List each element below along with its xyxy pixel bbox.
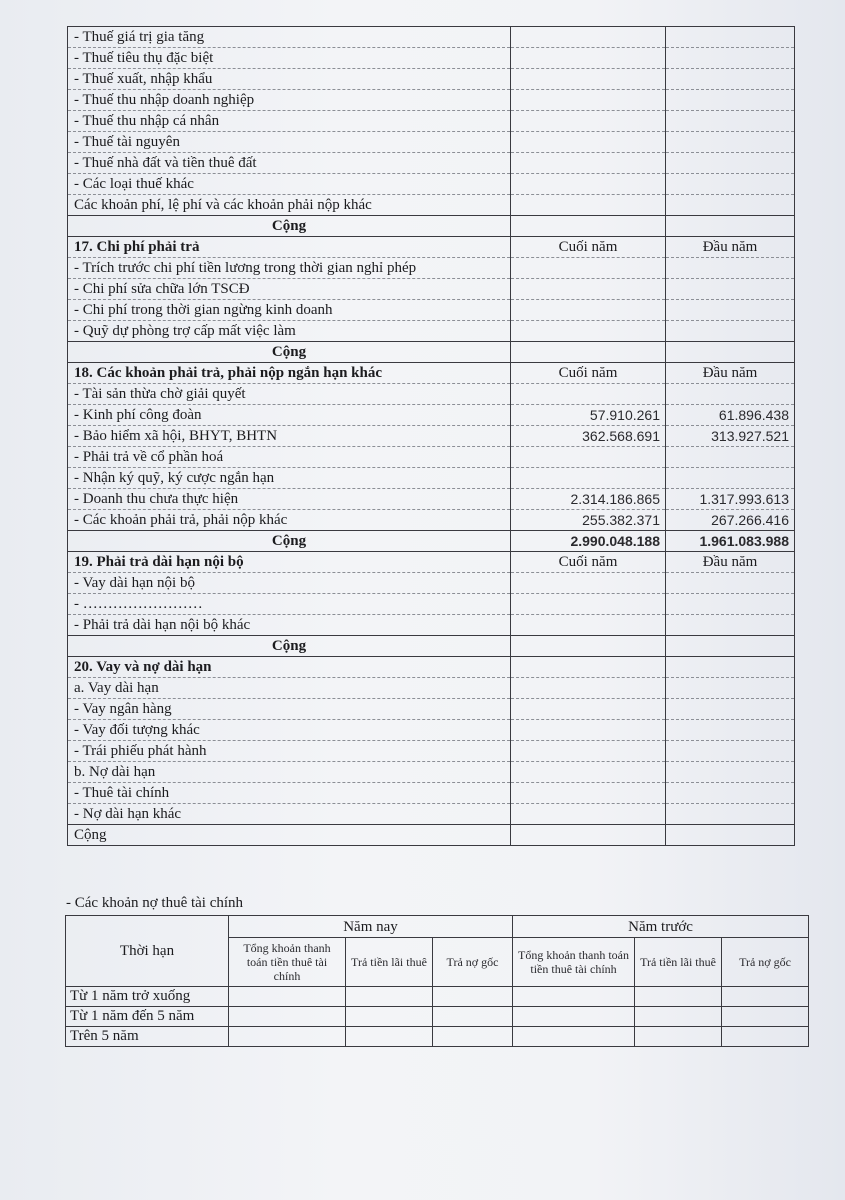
column-header-interest: Trả tiền lãi thuê (346, 938, 433, 987)
lease-cell (346, 987, 433, 1007)
column-header-end-of-year: Cuối năm (511, 237, 666, 258)
start-of-year-value (666, 468, 795, 489)
end-of-year-cell (511, 678, 666, 699)
column-header-interest: Trả tiền lãi thuê (635, 938, 722, 987)
table-row (68, 489, 795, 510)
lease-cell (229, 987, 346, 1007)
lease-cell (722, 1027, 809, 1047)
column-group-this-year: Năm nay (229, 916, 513, 938)
end-of-year-cell (511, 720, 666, 741)
row-label: - Thuế thu nhập cá nhân (68, 111, 511, 132)
total-row (68, 531, 795, 552)
total-start-of-year (666, 216, 795, 237)
table-row (68, 174, 795, 195)
row-label: - Thuế tiêu thụ đặc biệt (68, 48, 511, 69)
period-label: Trên 5 năm (66, 1027, 229, 1047)
total-end-of-year (511, 216, 666, 237)
table-row (68, 678, 795, 699)
end-of-year-cell (511, 258, 666, 279)
lease-cell (513, 987, 635, 1007)
row-label: - Thuế giá trị gia tăng (68, 27, 511, 48)
row-label: - Vay đối tượng khác (68, 720, 511, 741)
column-header-start-of-year: Đầu năm (666, 552, 795, 573)
end-of-year-cell (511, 132, 666, 153)
end-of-year-value (511, 468, 666, 489)
start-of-year-value: 313.927.521 (666, 426, 795, 447)
finance-lease-caption: - Các khoản nợ thuê tài chính (66, 895, 244, 911)
lease-cell (346, 1007, 433, 1027)
table-row (68, 405, 795, 426)
start-of-year-cell (666, 258, 795, 279)
end-of-year-cell (511, 111, 666, 132)
lease-cell (635, 1007, 722, 1027)
row-label: - Tài sản thừa chờ giải quyết (68, 384, 511, 405)
row-label: - Các loại thuế khác (68, 174, 511, 195)
total-row (68, 342, 795, 363)
start-of-year-cell (666, 573, 795, 594)
total-start-of-year (666, 342, 795, 363)
row-label: - Chi phí trong thời gian ngừng kinh doanh (68, 300, 511, 321)
row-label: Các khoản phí, lệ phí và các khoản phải nộp khác (68, 195, 511, 216)
notes-table (67, 26, 795, 846)
row-label: - Các khoản phải trả, phải nộp khác (68, 510, 511, 531)
total-label: Cộng (68, 342, 511, 363)
row-label: - Chi phí sửa chữa lớn TSCĐ (68, 279, 511, 300)
end-of-year-cell (511, 27, 666, 48)
table-row (68, 468, 795, 489)
end-of-year-value: 57.910.261 (511, 405, 666, 426)
row-label: - Thuế thu nhập doanh nghiệp (68, 90, 511, 111)
row-label: - Bảo hiểm xã hội, BHYT, BHTN (68, 426, 511, 447)
end-of-year-cell (511, 153, 666, 174)
table-row (68, 279, 795, 300)
row-label: - Thuế xuất, nhập khẩu (68, 69, 511, 90)
end-of-year-cell (511, 195, 666, 216)
section-heading-row (68, 552, 795, 573)
start-of-year-cell (666, 90, 795, 111)
column-header-start-of-year: Đầu năm (666, 237, 795, 258)
start-of-year-cell (666, 594, 795, 615)
end-of-year-cell (511, 573, 666, 594)
column-header-end-of-year: Cuối năm (511, 363, 666, 384)
total-row (68, 216, 795, 237)
end-of-year-cell (511, 90, 666, 111)
row-label: - Nợ dài hạn khác (68, 804, 511, 825)
start-of-year-value: 267.266.416 (666, 510, 795, 531)
total-label: Cộng (68, 216, 511, 237)
row-label: - Kinh phí công đoàn (68, 405, 511, 426)
lease-cell (346, 1027, 433, 1047)
table-row (68, 762, 795, 783)
table-row (68, 195, 795, 216)
start-of-year-cell (666, 279, 795, 300)
start-of-year-cell (666, 741, 795, 762)
lease-cell (433, 1027, 513, 1047)
total-row (68, 636, 795, 657)
row-label: a. Vay dài hạn (68, 678, 511, 699)
row-label: - Trái phiếu phát hành (68, 741, 511, 762)
start-of-year-cell (666, 48, 795, 69)
lease-row (66, 987, 809, 1007)
table-row (68, 447, 795, 468)
row-label: - Phải trả về cổ phần hoá (68, 447, 511, 468)
lease-cell (722, 1007, 809, 1027)
row-label: b. Nợ dài hạn (68, 762, 511, 783)
section-title: 18. Các khoản phải trả, phải nộp ngắn hạn khác (68, 363, 511, 384)
start-of-year-value: 1.317.993.613 (666, 489, 795, 510)
table-row (68, 258, 795, 279)
lease-header-row-groups (66, 916, 809, 938)
lease-cell (635, 1027, 722, 1047)
total-start-of-year: 1.961.083.988 (666, 531, 795, 552)
total-row (68, 825, 795, 846)
lease-cell (722, 987, 809, 1007)
table-row (68, 321, 795, 342)
table-row (68, 300, 795, 321)
table-row (68, 153, 795, 174)
period-label: Từ 1 năm trở xuống (66, 987, 229, 1007)
table-row (68, 615, 795, 636)
column-header-total-payments: Tổng khoản thanh toán tiền thuê tài chính (229, 938, 346, 987)
row-label: - Doanh thu chưa thực hiện (68, 489, 511, 510)
column-header-period: Thời hạn (66, 916, 229, 987)
start-of-year-cell (666, 657, 795, 678)
section-heading-row (68, 237, 795, 258)
end-of-year-value (511, 384, 666, 405)
period-label: Từ 1 năm đến 5 năm (66, 1007, 229, 1027)
total-end-of-year (511, 636, 666, 657)
column-header-principal: Trả nợ gốc (433, 938, 513, 987)
end-of-year-cell (511, 804, 666, 825)
table-row (68, 573, 795, 594)
total-end-of-year (511, 825, 666, 846)
end-of-year-cell (511, 615, 666, 636)
table-row (68, 783, 795, 804)
lease-cell (635, 987, 722, 1007)
start-of-year-value (666, 447, 795, 468)
row-label: - Vay dài hạn nội bộ (68, 573, 511, 594)
column-header-end-of-year: Cuối năm (511, 552, 666, 573)
finance-lease-table (65, 915, 809, 1047)
table-row (68, 48, 795, 69)
end-of-year-cell (511, 699, 666, 720)
section-heading-row (68, 363, 795, 384)
lease-cell (229, 1007, 346, 1027)
start-of-year-cell (666, 111, 795, 132)
end-of-year-cell (511, 762, 666, 783)
start-of-year-cell (666, 678, 795, 699)
row-label: - Thuê tài chính (68, 783, 511, 804)
total-label: Cộng (68, 636, 511, 657)
row-label: - Quỹ dự phòng trợ cấp mất việc làm (68, 321, 511, 342)
lease-row (66, 1007, 809, 1027)
table-row (68, 90, 795, 111)
total-end-of-year: 2.990.048.188 (511, 531, 666, 552)
lease-cell (433, 1007, 513, 1027)
row-label: - Trích trước chi phí tiền lương trong thời gian nghỉ phép (68, 258, 511, 279)
section-heading-row (68, 657, 795, 678)
start-of-year-cell (666, 762, 795, 783)
end-of-year-value: 255.382.371 (511, 510, 666, 531)
row-label: - …………………… (68, 594, 511, 615)
table-row (68, 426, 795, 447)
table-row (68, 720, 795, 741)
start-of-year-cell (666, 321, 795, 342)
end-of-year-cell (511, 741, 666, 762)
end-of-year-cell (511, 69, 666, 90)
table-row (68, 27, 795, 48)
start-of-year-cell (666, 615, 795, 636)
total-end-of-year (511, 342, 666, 363)
total-label: Cộng (68, 531, 511, 552)
row-label: - Thuế nhà đất và tiền thuê đất (68, 153, 511, 174)
start-of-year-cell (666, 153, 795, 174)
table-row (68, 741, 795, 762)
start-of-year-cell (666, 300, 795, 321)
row-label: - Nhận ký quỹ, ký cược ngắn hạn (68, 468, 511, 489)
end-of-year-cell (511, 300, 666, 321)
end-of-year-cell (511, 594, 666, 615)
section-title: 20. Vay và nợ dài hạn (68, 657, 511, 678)
start-of-year-cell (666, 783, 795, 804)
end-of-year-value (511, 447, 666, 468)
section-title: 19. Phải trả dài hạn nội bộ (68, 552, 511, 573)
end-of-year-cell (511, 48, 666, 69)
row-label: - Thuế tài nguyên (68, 132, 511, 153)
start-of-year-cell (666, 720, 795, 741)
column-header-total-payments: Tổng khoản thanh toán tiền thuê tài chính (513, 938, 635, 987)
start-of-year-cell (666, 27, 795, 48)
lease-cell (513, 1027, 635, 1047)
lease-row (66, 1027, 809, 1047)
section-title: 17. Chi phí phải trả (68, 237, 511, 258)
start-of-year-cell (666, 699, 795, 720)
table-row (68, 594, 795, 615)
end-of-year-cell (511, 174, 666, 195)
row-label: - Vay ngân hàng (68, 699, 511, 720)
total-start-of-year (666, 636, 795, 657)
table-row (68, 132, 795, 153)
end-of-year-cell (511, 279, 666, 300)
table-row (68, 384, 795, 405)
row-label: - Phải trả dài hạn nội bộ khác (68, 615, 511, 636)
table-row (68, 699, 795, 720)
end-of-year-cell (511, 321, 666, 342)
start-of-year-cell (666, 69, 795, 90)
start-of-year-cell (666, 804, 795, 825)
end-of-year-value: 362.568.691 (511, 426, 666, 447)
lease-cell (229, 1027, 346, 1047)
table-row (68, 804, 795, 825)
lease-cell (513, 1007, 635, 1027)
lease-cell (433, 987, 513, 1007)
table-row (68, 510, 795, 531)
start-of-year-value (666, 384, 795, 405)
column-header-principal: Trả nợ gốc (722, 938, 809, 987)
end-of-year-value: 2.314.186.865 (511, 489, 666, 510)
start-of-year-cell (666, 195, 795, 216)
start-of-year-value: 61.896.438 (666, 405, 795, 426)
end-of-year-cell (511, 657, 666, 678)
column-header-start-of-year: Đầu năm (666, 363, 795, 384)
end-of-year-cell (511, 783, 666, 804)
table-row (68, 69, 795, 90)
start-of-year-cell (666, 132, 795, 153)
total-label: Cộng (68, 825, 511, 846)
column-group-last-year: Năm trước (513, 916, 809, 938)
table-row (68, 111, 795, 132)
total-start-of-year (666, 825, 795, 846)
start-of-year-cell (666, 174, 795, 195)
